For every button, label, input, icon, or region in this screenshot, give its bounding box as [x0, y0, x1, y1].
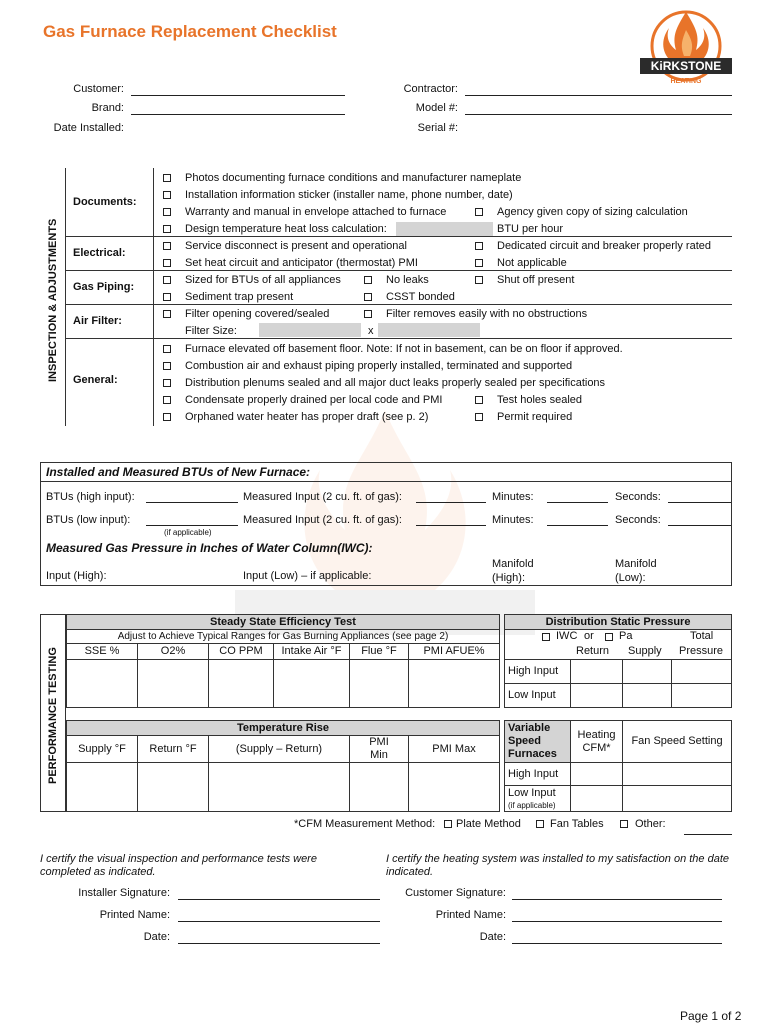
dsp-cell[interactable] [622, 659, 672, 684]
measured-input-label: Measured Input (2 cu. ft. of gas): [243, 491, 402, 503]
checkbox[interactable] [163, 345, 171, 353]
checkbox[interactable] [163, 208, 171, 216]
general-label: General: [73, 374, 118, 386]
air-filter-label: Air Filter: [73, 315, 122, 327]
other-field[interactable] [684, 834, 732, 835]
check-item: Not applicable [497, 257, 567, 269]
page-number: Page 1 of 2 [680, 1009, 742, 1023]
check-item: Filter removes easily with no obstructions [386, 308, 588, 320]
minutes-label: Minutes: [492, 491, 534, 503]
ss-cell[interactable] [273, 659, 350, 708]
check-item: Condensate properly drained per local code and PMI [185, 394, 443, 406]
vs-cell[interactable] [622, 785, 732, 812]
pa-checkbox[interactable] [605, 633, 613, 641]
checkbox[interactable] [163, 413, 171, 421]
col-supply: Supply °F [66, 735, 138, 763]
dsp-cell[interactable] [671, 683, 732, 708]
contractor-label: Contractor: [403, 83, 458, 95]
tr-cell[interactable] [66, 762, 138, 812]
vs-cell[interactable] [570, 785, 623, 812]
checkbox[interactable] [163, 259, 171, 267]
check-item: Filter opening covered/sealed [185, 308, 330, 320]
check-item: CSST bonded [386, 291, 455, 303]
supply-label: Supply [628, 645, 662, 657]
installer-printed-name-field[interactable] [178, 921, 380, 922]
check-item: Sized for BTUs of all appliances [185, 274, 341, 286]
model-field[interactable] [465, 114, 732, 115]
btu-heading: Installed and Measured BTUs of New Furnace: [46, 465, 311, 479]
tr-title: Temperature Rise [66, 720, 500, 736]
fan-tables-checkbox[interactable] [536, 820, 544, 828]
col-return: Return °F [137, 735, 209, 763]
filter-size-field-1[interactable] [259, 323, 361, 337]
customer-label: Customer: [73, 83, 124, 95]
model-label: Model #: [415, 102, 458, 114]
check-item: Furnace elevated off basement floor. Note: If not in basement, can be on floor if approved. [185, 343, 623, 355]
input-low-label: Input (Low) – if applicable: [243, 570, 372, 582]
col-pmi-min: PMI Min [349, 735, 409, 763]
installer-date-label: Date: [143, 931, 170, 943]
page-title: Gas Furnace Replacement Checklist [43, 22, 337, 41]
customer-signature-label: Customer Signature: [405, 887, 506, 899]
or-label: or [584, 630, 594, 642]
checkbox[interactable] [163, 293, 171, 301]
checkbox[interactable] [364, 276, 372, 284]
check-item: Agency given copy of sizing calculation [497, 206, 688, 218]
checkbox[interactable] [163, 276, 171, 284]
checkbox[interactable] [163, 396, 171, 404]
filter-x: x [368, 325, 374, 337]
col-o2: O2% [137, 643, 209, 660]
col-pmi-afue: PMI AFUE% [408, 643, 500, 660]
dsp-title: Distribution Static Pressure [504, 614, 732, 630]
checkbox[interactable] [364, 293, 372, 301]
check-item: Permit required [497, 411, 573, 423]
customer-field[interactable] [131, 95, 345, 96]
col-pmi-max: PMI Max [408, 735, 500, 763]
col-intake: Intake Air °F [273, 643, 350, 660]
checkbox[interactable] [475, 396, 483, 404]
tr-cell[interactable] [137, 762, 209, 812]
input-high-label: Input (High): [46, 570, 107, 582]
check-item: Service disconnect is present and operational [185, 240, 407, 252]
installer-date-field[interactable] [178, 943, 380, 944]
minutes-high-field[interactable] [547, 502, 608, 503]
checkbox[interactable] [163, 225, 171, 233]
checkbox[interactable] [475, 242, 483, 250]
manifold-low-label: Manifold (Low): [615, 558, 657, 584]
pressure-label: Pressure [679, 645, 724, 657]
col-co: CO PPM [208, 643, 274, 660]
check-item: Sediment trap present [185, 291, 294, 303]
if-applicable-note: (if applicable) [164, 528, 212, 537]
check-item: Warranty and manual in envelope attached to furnace [185, 206, 447, 218]
seconds-label: Seconds: [615, 491, 661, 503]
seconds-high-field[interactable] [668, 502, 731, 503]
dsp-cell[interactable] [671, 659, 732, 684]
ss-title: Steady State Efficiency Test [66, 614, 500, 630]
logo-sub: HEATING [670, 78, 702, 85]
other-label: Other: [635, 818, 666, 830]
col-sse: SSE % [66, 643, 138, 660]
dsp-cell[interactable] [570, 659, 623, 684]
checkbox[interactable] [163, 174, 171, 182]
filter-size-field-2[interactable] [378, 323, 480, 337]
btu-low-label: BTUs (low input): [46, 514, 131, 526]
kirkstone-logo [636, 6, 736, 86]
check-item: No leaks [386, 274, 429, 286]
heating-cfm: Heating CFM* [570, 720, 623, 763]
seconds-label: Seconds: [615, 514, 661, 526]
ss-cell[interactable] [349, 659, 409, 708]
checkbox[interactable] [163, 379, 171, 387]
checkbox[interactable] [364, 310, 372, 318]
vs-high-label: High Input [508, 768, 559, 780]
fan-speed-label: Fan Speed Setting [622, 720, 732, 763]
heat-loss-field[interactable] [396, 222, 493, 236]
checkbox[interactable] [475, 413, 483, 421]
total-label: Total [690, 630, 714, 642]
vs-cell[interactable] [622, 762, 732, 786]
minutes-low-field[interactable] [547, 525, 608, 526]
tr-cell[interactable] [349, 762, 409, 812]
check-item: Combustion air and exhaust piping properly installed, terminated and supported [185, 360, 573, 372]
iwc-label: IWC [556, 630, 578, 642]
other-checkbox[interactable] [620, 820, 628, 828]
documents-label: Documents: [73, 196, 137, 208]
plate-method-checkbox[interactable] [444, 820, 452, 828]
ss-cell[interactable] [208, 659, 274, 708]
ss-cell[interactable] [137, 659, 209, 708]
customer-certify: I certify the heating system was installed to my satisfaction on the date indicated. [386, 853, 730, 878]
filter-size-label: Filter Size: [185, 325, 237, 337]
installer-signature-field[interactable] [178, 899, 380, 900]
iwc-checkbox[interactable] [542, 633, 550, 641]
check-item: Photos documenting furnace conditions and manufacturer nameplate [185, 172, 522, 184]
btu-high-label: BTUs (high input): [46, 491, 135, 503]
measured-input-low-field[interactable] [416, 525, 486, 526]
electrical-label: Electrical: [73, 247, 126, 259]
high-input-label: High Input [508, 665, 559, 677]
installer-certify: I certify the visual inspection and performance tests were completed as indicated. [40, 853, 317, 878]
checkbox[interactable] [163, 191, 171, 199]
checkbox[interactable] [475, 259, 483, 267]
brand-field[interactable] [131, 114, 345, 115]
checkbox[interactable] [475, 276, 483, 284]
gas-piping-label: Gas Piping: [73, 281, 135, 293]
tr-cell[interactable] [408, 762, 500, 812]
vs-cell[interactable] [570, 762, 623, 786]
customer-date-field[interactable] [512, 943, 722, 944]
checkbox[interactable] [163, 242, 171, 250]
btu-low-field[interactable] [146, 525, 238, 526]
check-item: BTU per hour [497, 223, 564, 235]
measured-input-high-field[interactable] [416, 502, 486, 503]
brand-label: Brand: [91, 102, 124, 114]
check-item: Shut off present [497, 274, 575, 286]
fan-tables-label: Fan Tables [550, 818, 604, 830]
checkbox[interactable] [475, 208, 483, 216]
contractor-field[interactable] [465, 95, 732, 96]
minutes-label: Minutes: [492, 514, 534, 526]
dsp-cell[interactable] [570, 683, 623, 708]
plate-method-label: Plate Method [456, 818, 521, 830]
ss-sub: Adjust to Achieve Typical Ranges for Gas Burning Appliances (see page 2) [66, 629, 500, 644]
vs-label: Variable Speed Furnaces [508, 722, 557, 760]
return-label: Return [576, 645, 610, 657]
customer-printed-name-field[interactable] [512, 921, 722, 922]
ss-cell[interactable] [66, 659, 138, 708]
installer-signature-label: Installer Signature: [78, 887, 170, 899]
tr-cell[interactable] [208, 762, 350, 812]
check-item: Dedicated circuit and breaker properly rated [497, 240, 712, 252]
col-diff: (Supply – Return) [208, 735, 350, 763]
col-flue: Flue °F [349, 643, 409, 660]
performance-side-label: PERFORMANCE TESTING [47, 647, 59, 784]
btu-high-field[interactable] [146, 502, 238, 503]
serial-label: Serial #: [417, 122, 458, 134]
date-installed-label: Date Installed: [53, 122, 124, 134]
check-item: Distribution plenums sealed and all major duct leaks properly sealed per specifications [185, 377, 606, 389]
checkbox[interactable] [163, 362, 171, 370]
customer-date-label: Date: [479, 931, 506, 943]
check-item: Installation information sticker (installer name, phone number, date) [185, 189, 513, 201]
vs-low-label: Low Input [508, 787, 556, 799]
dsp-cell[interactable] [622, 683, 672, 708]
customer-printed-name-label: Printed Name: [435, 909, 506, 921]
installer-printed-name-label: Printed Name: [99, 909, 170, 921]
measured-input-label: Measured Input (2 cu. ft. of gas): [243, 514, 402, 526]
low-input-label: Low Input [508, 689, 556, 701]
checkbox[interactable] [163, 310, 171, 318]
vs-if-note: (if applicable) [508, 801, 556, 810]
cfm-method-label: *CFM Measurement Method: [294, 818, 436, 830]
seconds-low-field[interactable] [668, 525, 731, 526]
pressure-heading: Measured Gas Pressure in Inches of Water Column(IWC): [46, 541, 373, 555]
check-item: Set heat circuit and anticipator (thermostat) PMI [185, 257, 418, 269]
logo-text: KiRKSTONE [650, 59, 722, 73]
pa-label: Pa [619, 630, 633, 642]
check-item: Test holes sealed [497, 394, 582, 406]
check-item: Orphaned water heater has proper draft (see p. 2) [185, 411, 429, 423]
manifold-high-label: Manifold (High): [492, 558, 534, 584]
customer-signature-field[interactable] [512, 899, 722, 900]
check-item: Design temperature heat loss calculation: [185, 223, 387, 235]
ss-cell[interactable] [408, 659, 500, 708]
inspection-side-label: INSPECTION & ADJUSTMENTS [47, 218, 59, 382]
